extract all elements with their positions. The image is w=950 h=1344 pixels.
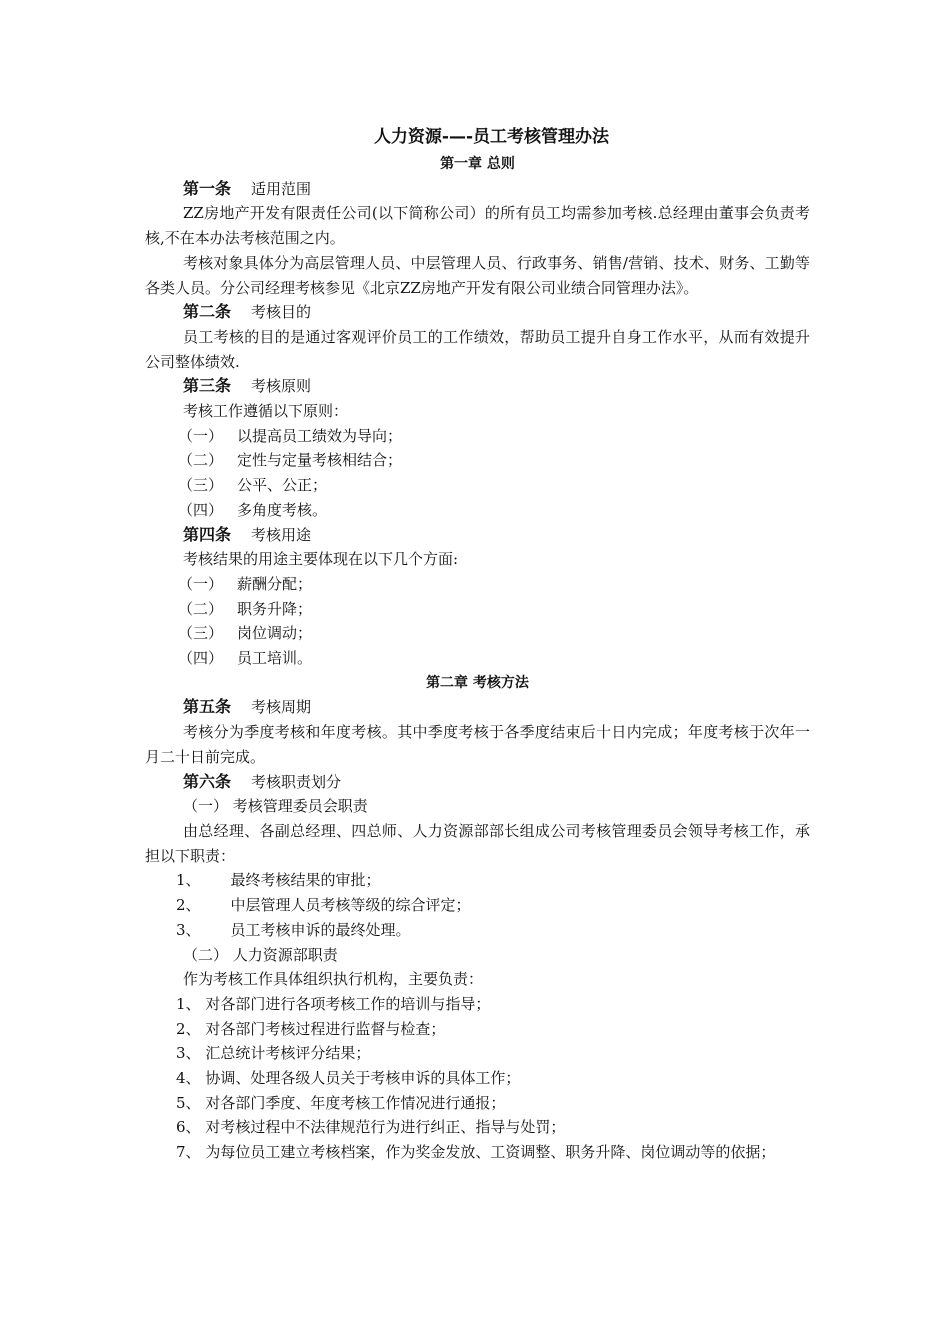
list-text: 薪酬分配； [237, 574, 313, 593]
paragraph: 考核结果的用途主要体现在以下几个方面: [183, 550, 459, 569]
list-item [145, 992, 810, 1017]
list-number: 7、 [176, 1143, 201, 1162]
paragraph: 由总经理、各副总经理、四总师、人力资源部部长组成公司考核管理委员会领导考核工作，承担以下职责： [145, 821, 810, 865]
chapter-heading-1: 第一章 总则 [440, 156, 515, 172]
list-item [145, 918, 810, 943]
list-item [145, 1017, 810, 1042]
list-number: （三） [178, 624, 224, 643]
list-number: 2、 [176, 1019, 201, 1038]
list-text: 为每位员工建立考核档案，作为奖金发放、工资调整、职务升降、岗位调动等的依据； [205, 1143, 776, 1162]
article-number: 第五条 [183, 697, 232, 717]
paragraph: 作为考核工作具体组织执行机构，主要负责： [183, 970, 484, 989]
list-number: （四） [178, 500, 224, 519]
article-heading-1 [145, 177, 810, 202]
subsection-heading: （二） 人力资源部职责 [183, 945, 338, 964]
article-heading-5 [145, 695, 810, 720]
article-title: 考核目的 [251, 303, 312, 322]
list-item [145, 1066, 810, 1091]
list-item [145, 646, 810, 671]
list-number: （三） [178, 476, 224, 495]
article-number: 第二条 [183, 302, 232, 322]
article-title: 考核原则 [251, 377, 312, 396]
list-number: （一） [178, 574, 224, 593]
list-text: 中层管理人员考核等级的综合评定； [230, 896, 471, 915]
list-text: 职务升降； [237, 599, 313, 618]
list-item [145, 597, 810, 622]
list-item [145, 1041, 810, 1066]
chapter-heading-2: 第二章 考核方法 [426, 674, 529, 691]
list-number: 6、 [176, 1118, 201, 1137]
list-number: 5、 [176, 1093, 201, 1112]
list-text: 以提高员工绩效为导向； [237, 426, 403, 445]
list-text: 协调、处理各级人员关于考核申诉的具体工作； [205, 1069, 521, 1088]
list-number: （二） [178, 451, 224, 470]
list-text: 员工考核申诉的最终处理。 [230, 920, 411, 939]
list-text: 员工培训。 [237, 649, 313, 668]
article-heading-4 [145, 523, 810, 548]
article-heading-3 [145, 374, 810, 399]
article-number: 第一条 [183, 178, 232, 198]
list-text: 多角度考核。 [237, 500, 328, 519]
list-number: （一） [178, 426, 224, 445]
list-item [145, 473, 810, 498]
paragraph: 考核分为季度考核和年度考核。其中季度考核于各季度结束后十日内完成；年度考核于次年一月二十日前完成。 [145, 723, 810, 766]
article-heading-6 [145, 770, 810, 795]
article-title: 适用范围 [251, 179, 312, 198]
list-item [145, 1140, 810, 1165]
document-body [145, 122, 810, 1165]
article-heading-2 [145, 300, 810, 325]
list-number: 2、 [176, 896, 201, 915]
list-text: 对考核过程中不法律规范行为进行纠正、指导与处罚； [205, 1118, 566, 1137]
list-number: 1、 [176, 994, 201, 1013]
article-number: 第六条 [183, 771, 232, 791]
article-number: 第三条 [183, 376, 232, 396]
list-item [145, 498, 810, 523]
paragraph: 考核对象具体分为高层管理人员、中层管理人员、行政事务、销售/营销、技术、财务、工勤等各类人员。分公司经理考核参见《北京ZZ房地产开发有限公司业绩合同管理办法》。 [145, 253, 810, 297]
list-text: 公平、公正； [237, 476, 328, 495]
list-item [145, 1115, 810, 1140]
list-item [145, 868, 810, 893]
list-text: 对各部门进行各项考核工作的培训与指导； [205, 994, 491, 1013]
article-title: 考核周期 [251, 698, 312, 717]
list-number: 1、 [176, 871, 201, 890]
article-number: 第四条 [183, 524, 232, 544]
list-text: 岗位调动； [237, 624, 313, 643]
article-title: 考核职责划分 [251, 772, 342, 791]
list-text: 对各部门季度、年度考核工作情况进行通报； [205, 1093, 506, 1112]
list-number: （二） [178, 599, 224, 618]
list-number: 3、 [176, 920, 201, 939]
list-text: 对各部门考核过程进行监督与检查； [205, 1019, 446, 1038]
subsection-heading: （一） 考核管理委员会职责 [183, 797, 368, 816]
list-number: 4、 [176, 1069, 201, 1088]
list-item [145, 893, 810, 918]
paragraph: ZZ房地产开发有限责任公司(以下简称公司）的所有员工均需参加考核.总经理由董事会负责考核,不在本办法考核范围之内。 [145, 204, 810, 248]
paragraph: 员工考核的目的是通过客观评价员工的工作绩效，帮助员工提升自身工作水平，从而有效提升公司整体绩效. [145, 327, 810, 371]
list-item [145, 621, 810, 646]
list-text: 汇总统计考核评分结果； [205, 1044, 371, 1063]
article-title: 考核用途 [251, 525, 312, 544]
list-item [145, 424, 810, 449]
list-item [145, 448, 810, 473]
document-title: 人力资源-—-员工考核管理办法 [373, 127, 610, 147]
list-number: （四） [178, 649, 224, 668]
list-text: 最终考核结果的审批； [230, 871, 381, 890]
paragraph: 考核工作遵循以下原则： [183, 402, 349, 421]
list-text: 定性与定量考核相结合； [237, 451, 403, 470]
list-number: 3、 [176, 1044, 201, 1063]
list-item [145, 1091, 810, 1116]
list-item [145, 572, 810, 597]
